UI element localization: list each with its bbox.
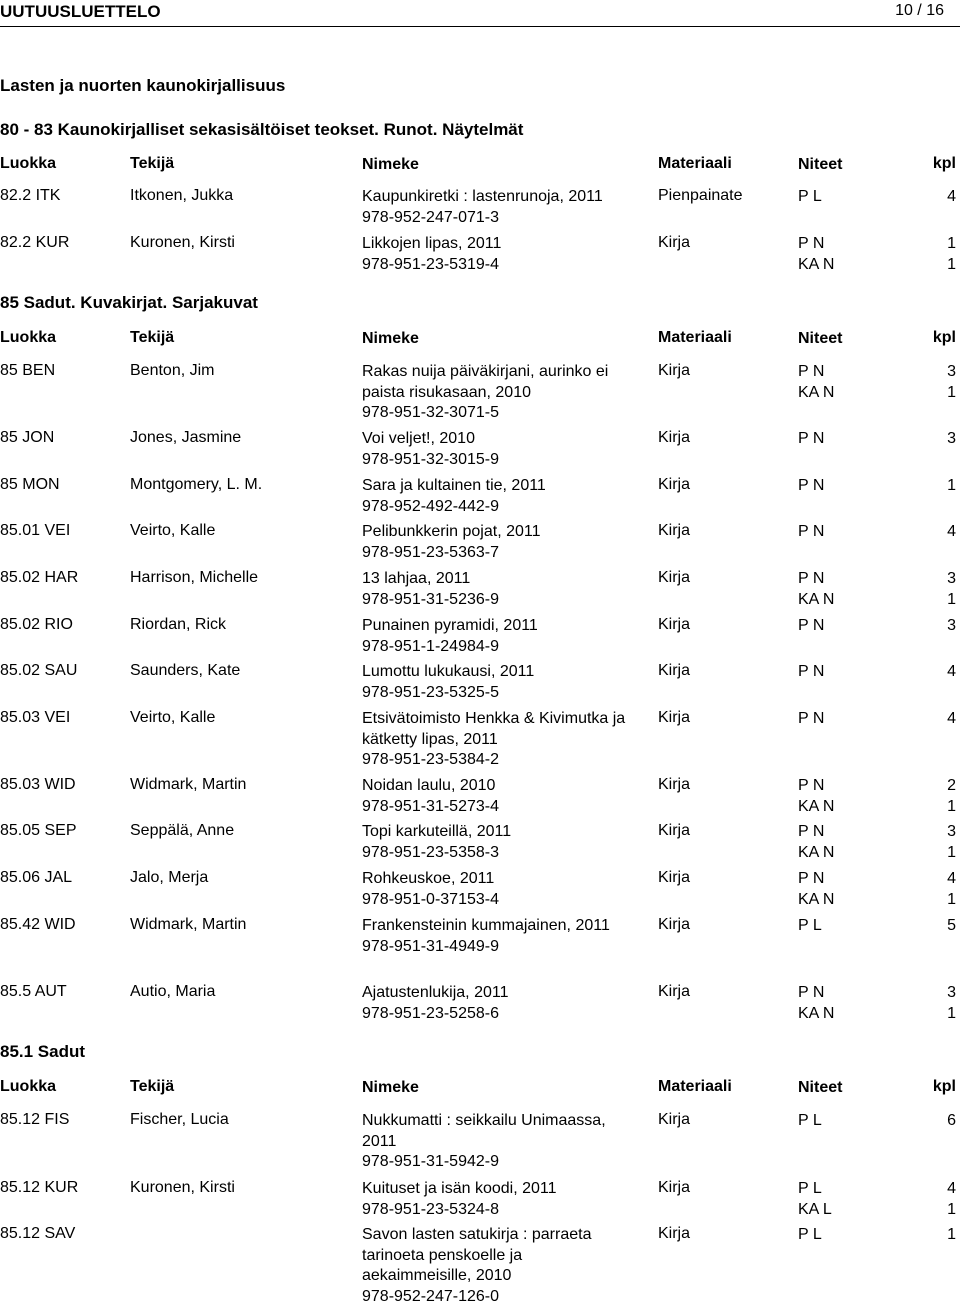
title-cell	[362, 569, 630, 610]
copies-location	[798, 234, 834, 275]
copy-count: 5	[947, 916, 956, 937]
copy-count: 1	[947, 255, 956, 276]
column-header-materiaali: Materiaali	[658, 1078, 732, 1096]
title-cell	[362, 1111, 630, 1173]
column-header-niteet: Niteet	[798, 155, 842, 176]
copies-count	[947, 362, 956, 403]
material: Kirja	[658, 1225, 690, 1243]
isbn: 978-951-1-24984-9	[362, 637, 630, 658]
title-cell	[362, 709, 630, 771]
copy-location: P N	[798, 476, 824, 497]
column-header-luokka: Luokka	[0, 1078, 56, 1096]
column-header-materiaali: Materiaali	[658, 329, 732, 347]
author: Itkonen, Jukka	[130, 187, 233, 205]
author: Montgomery, L. M.	[130, 476, 262, 494]
copy-count: 2	[947, 776, 956, 797]
isbn: 978-951-23-5363-7	[362, 543, 630, 564]
copies-count	[947, 522, 956, 543]
copy-count: 1	[947, 1225, 956, 1246]
copy-location: KA N	[798, 383, 834, 404]
title-text: Kuituset ja isän koodi, 2011	[362, 1180, 557, 1197]
isbn: 978-952-492-442-9	[362, 497, 630, 518]
title-cell	[362, 983, 630, 1024]
title-cell	[362, 187, 630, 228]
author: Fischer, Lucia	[130, 1111, 229, 1129]
copy-location: P N	[798, 234, 834, 255]
class-code: 85.05 SEP	[0, 822, 77, 840]
copies-count	[947, 616, 956, 637]
column-header-tekija: Tekijä	[130, 329, 174, 347]
isbn: 978-952-247-126-0	[362, 1287, 630, 1307]
author: Veirto, Kalle	[130, 709, 215, 727]
class-code: 85.12 KUR	[0, 1179, 78, 1197]
copy-count: 1	[947, 843, 956, 864]
column-header-tekija: Tekijä	[130, 1078, 174, 1096]
copies-count	[947, 569, 956, 610]
class-code: 85.12 FIS	[0, 1111, 69, 1129]
isbn: 978-951-31-4949-9	[362, 937, 630, 958]
copy-count: 1	[947, 234, 956, 255]
copy-location: P N	[798, 822, 834, 843]
copies-location	[798, 869, 834, 910]
material: Kirja	[658, 362, 690, 380]
title-text: Frankensteinin kummajainen, 2011	[362, 917, 610, 934]
copy-location: P N	[798, 662, 824, 683]
isbn: 978-951-32-3071-5	[362, 403, 630, 424]
class-code: 85.06 JAL	[0, 869, 72, 887]
isbn: 978-951-23-5258-6	[362, 1004, 630, 1025]
material: Kirja	[658, 1111, 690, 1129]
column-header-nimeke: Nimeke	[362, 1078, 630, 1099]
author: Veirto, Kalle	[130, 522, 215, 540]
title-text: Voi veljet!, 2010	[362, 430, 475, 447]
copy-count: 3	[947, 616, 956, 637]
copy-location: KA L	[798, 1200, 832, 1221]
author: Riordan, Rick	[130, 616, 226, 634]
copies-count	[947, 234, 956, 275]
section-heading: 85 Sadut. Kuvakirjat. Sarjakuvat	[0, 293, 258, 313]
copy-location: KA N	[798, 1004, 834, 1025]
copies-count	[947, 709, 956, 730]
category-heading: Lasten ja nuorten kaunokirjallisuus	[0, 76, 285, 96]
copy-count: 3	[947, 569, 956, 590]
copies-location	[798, 776, 834, 817]
copies-location	[798, 822, 834, 863]
page-header	[0, 0, 960, 24]
section-heading: 85.1 Sadut	[0, 1042, 85, 1062]
section-heading: 80 - 83 Kaunokirjalliset sekasisältöiset teokset. Runot. Näytelmät	[0, 120, 523, 140]
title-cell	[362, 1179, 630, 1220]
copies-location	[798, 569, 834, 610]
author: Jalo, Merja	[130, 869, 208, 887]
copies-count	[947, 869, 956, 910]
copies-count	[947, 983, 956, 1024]
isbn: 978-951-31-5942-9	[362, 1152, 630, 1173]
column-header-niteet: Niteet	[798, 1078, 842, 1099]
copy-count: 4	[947, 522, 956, 543]
title-text: Likkojen lipas, 2011	[362, 235, 501, 252]
material: Kirja	[658, 476, 690, 494]
column-header-luokka: Luokka	[0, 155, 56, 173]
material: Kirja	[658, 869, 690, 887]
column-header-kpl: kpl	[933, 329, 956, 347]
column-header-kpl: kpl	[933, 1078, 956, 1096]
title-cell	[362, 776, 630, 817]
copy-count: 4	[947, 662, 956, 683]
material: Pienpainate	[658, 187, 743, 205]
isbn: 978-951-31-5236-9	[362, 590, 630, 611]
header-rule	[0, 26, 960, 27]
material: Kirja	[658, 616, 690, 634]
title-cell	[362, 362, 630, 424]
copies-location	[798, 662, 824, 683]
document-title: UUTUUSLUETTELO	[0, 2, 161, 22]
copy-count: 3	[947, 429, 956, 450]
copy-count: 1	[947, 476, 956, 497]
copies-count	[947, 916, 956, 937]
class-code: 85.02 RIO	[0, 616, 73, 634]
copy-count: 1	[947, 383, 956, 404]
isbn: 978-951-23-5324-8	[362, 1200, 630, 1221]
copies-location	[798, 983, 834, 1024]
title-cell	[362, 234, 630, 275]
copies-count	[947, 776, 956, 817]
title-cell	[362, 616, 630, 657]
copies-location	[798, 429, 824, 450]
title-text: Rakas nuija päiväkirjani, aurinko ei paista risukasaan, 2010	[362, 363, 608, 401]
copy-count: 3	[947, 362, 956, 383]
title-text: Kaupunkiretki : lastenrunoja, 2011	[362, 188, 603, 205]
author: Seppälä, Anne	[130, 822, 234, 840]
copies-location	[798, 1225, 822, 1246]
copies-location	[798, 709, 824, 730]
copies-location	[798, 616, 824, 637]
title-cell	[362, 869, 630, 910]
title-text: Nukkumatti : seikkailu Unimaassa, 2011	[362, 1112, 606, 1150]
author: Widmark, Martin	[130, 776, 246, 794]
material: Kirja	[658, 569, 690, 587]
material: Kirja	[658, 916, 690, 934]
copy-location: P N	[798, 983, 834, 1004]
isbn: 978-951-31-5273-4	[362, 797, 630, 818]
copy-location: P L	[798, 916, 822, 937]
material: Kirja	[658, 522, 690, 540]
copy-count: 3	[947, 822, 956, 843]
title-cell	[362, 916, 630, 957]
column-header-materiaali: Materiaali	[658, 155, 732, 173]
class-code: 85.02 HAR	[0, 569, 78, 587]
title-cell	[362, 522, 630, 563]
author: Saunders, Kate	[130, 662, 240, 680]
title-text: Pelibunkkerin pojat, 2011	[362, 523, 541, 540]
copy-location: P L	[798, 1225, 822, 1246]
author: Benton, Jim	[130, 362, 214, 380]
copy-location: P N	[798, 522, 824, 543]
isbn: 978-951-23-5384-2	[362, 750, 630, 771]
copy-count: 4	[947, 187, 956, 208]
column-header-niteet: Niteet	[798, 329, 842, 350]
copies-count	[947, 1225, 956, 1246]
copy-location: P N	[798, 569, 834, 590]
copy-location: KA N	[798, 890, 834, 911]
copy-location: KA N	[798, 797, 834, 818]
copy-count: 6	[947, 1111, 956, 1132]
class-code: 85.12 SAV	[0, 1225, 75, 1243]
title-text: Rohkeuskoe, 2011	[362, 870, 494, 887]
class-code: 85.01 VEI	[0, 522, 70, 540]
class-code: 85.02 SAU	[0, 662, 77, 680]
copies-location	[798, 916, 822, 937]
material: Kirja	[658, 709, 690, 727]
class-code: 85.5 AUT	[0, 983, 67, 1001]
author: Jones, Jasmine	[130, 429, 241, 447]
copies-count	[947, 1111, 956, 1132]
copy-location: KA N	[798, 843, 834, 864]
copies-count	[947, 822, 956, 863]
copy-count: 3	[947, 983, 956, 1004]
copies-location	[798, 1111, 822, 1132]
copy-count: 4	[947, 709, 956, 730]
column-header-luokka: Luokka	[0, 329, 56, 347]
copy-location: P N	[798, 869, 834, 890]
class-code: 85.42 WID	[0, 916, 76, 934]
class-code: 82.2 ITK	[0, 187, 60, 205]
title-cell	[362, 662, 630, 703]
copies-location	[798, 362, 834, 403]
material: Kirja	[658, 662, 690, 680]
copy-location: P N	[798, 362, 834, 383]
copy-count: 1	[947, 1004, 956, 1025]
title-text: Etsivätoimisto Henkka & Kivimutka ja kätketty lipas, 2011	[362, 710, 625, 748]
column-header-row	[0, 329, 960, 349]
copy-location: KA N	[798, 590, 834, 611]
copy-location: P L	[798, 1179, 832, 1200]
title-cell	[362, 429, 630, 470]
title-cell	[362, 1225, 630, 1307]
material: Kirja	[658, 776, 690, 794]
copies-count	[947, 1179, 956, 1220]
copy-location: P L	[798, 1111, 822, 1132]
author: Autio, Maria	[130, 983, 215, 1001]
isbn: 978-951-0-37153-4	[362, 890, 630, 911]
copy-location: P L	[798, 187, 822, 208]
class-code: 85.03 WID	[0, 776, 76, 794]
copy-count: 1	[947, 797, 956, 818]
material: Kirja	[658, 234, 690, 252]
title-cell	[362, 822, 630, 863]
title-text: Lumottu lukukausi, 2011	[362, 663, 534, 680]
copy-location: P N	[798, 616, 824, 637]
column-header-nimeke: Nimeke	[362, 155, 630, 176]
column-header-row	[0, 155, 960, 175]
column-header-kpl: kpl	[933, 155, 956, 173]
copies-count	[947, 187, 956, 208]
isbn: 978-951-23-5358-3	[362, 843, 630, 864]
copy-count: 1	[947, 890, 956, 911]
copies-location	[798, 476, 824, 497]
class-code: 85 MON	[0, 476, 60, 494]
material: Kirja	[658, 822, 690, 840]
copy-count: 1	[947, 1200, 956, 1221]
copy-location: KA N	[798, 255, 834, 276]
copy-count: 1	[947, 590, 956, 611]
title-text: Topi karkuteillä, 2011	[362, 823, 511, 840]
column-header-nimeke: Nimeke	[362, 329, 630, 350]
copy-count: 4	[947, 869, 956, 890]
class-code: 85 JON	[0, 429, 54, 447]
class-code: 85 BEN	[0, 362, 55, 380]
title-text: Noidan laulu, 2010	[362, 777, 495, 794]
copy-location: P N	[798, 776, 834, 797]
isbn: 978-952-247-071-3	[362, 208, 630, 229]
title-cell	[362, 476, 630, 517]
title-text: Sara ja kultainen tie, 2011	[362, 477, 546, 494]
copies-location	[798, 1179, 832, 1220]
title-text: Punainen pyramidi, 2011	[362, 617, 538, 634]
material: Kirja	[658, 1179, 690, 1197]
author: Kuronen, Kirsti	[130, 1179, 235, 1197]
material: Kirja	[658, 983, 690, 1001]
copy-location: P N	[798, 429, 824, 450]
material: Kirja	[658, 429, 690, 447]
column-header-tekija: Tekijä	[130, 155, 174, 173]
copies-location	[798, 187, 822, 208]
page-number: 10 / 16	[895, 2, 944, 20]
column-header-row	[0, 1078, 960, 1098]
author: Kuronen, Kirsti	[130, 234, 235, 252]
author: Widmark, Martin	[130, 916, 246, 934]
copies-count	[947, 429, 956, 450]
class-code: 82.2 KUR	[0, 234, 69, 252]
copy-location: P N	[798, 709, 824, 730]
title-text: 13 lahjaa, 2011	[362, 570, 470, 587]
class-code: 85.03 VEI	[0, 709, 70, 727]
copies-count	[947, 662, 956, 683]
isbn: 978-951-23-5319-4	[362, 255, 630, 276]
title-text: Savon lasten satukirja : parraeta tarinoeta penskoelle ja aekaimmeisille, 2010	[362, 1226, 591, 1284]
isbn: 978-951-32-3015-9	[362, 450, 630, 471]
copies-count	[947, 476, 956, 497]
title-text: Ajatustenlukija, 2011	[362, 984, 508, 1001]
author: Harrison, Michelle	[130, 569, 258, 587]
copies-location	[798, 522, 824, 543]
isbn: 978-951-23-5325-5	[362, 683, 630, 704]
copy-count: 4	[947, 1179, 956, 1200]
